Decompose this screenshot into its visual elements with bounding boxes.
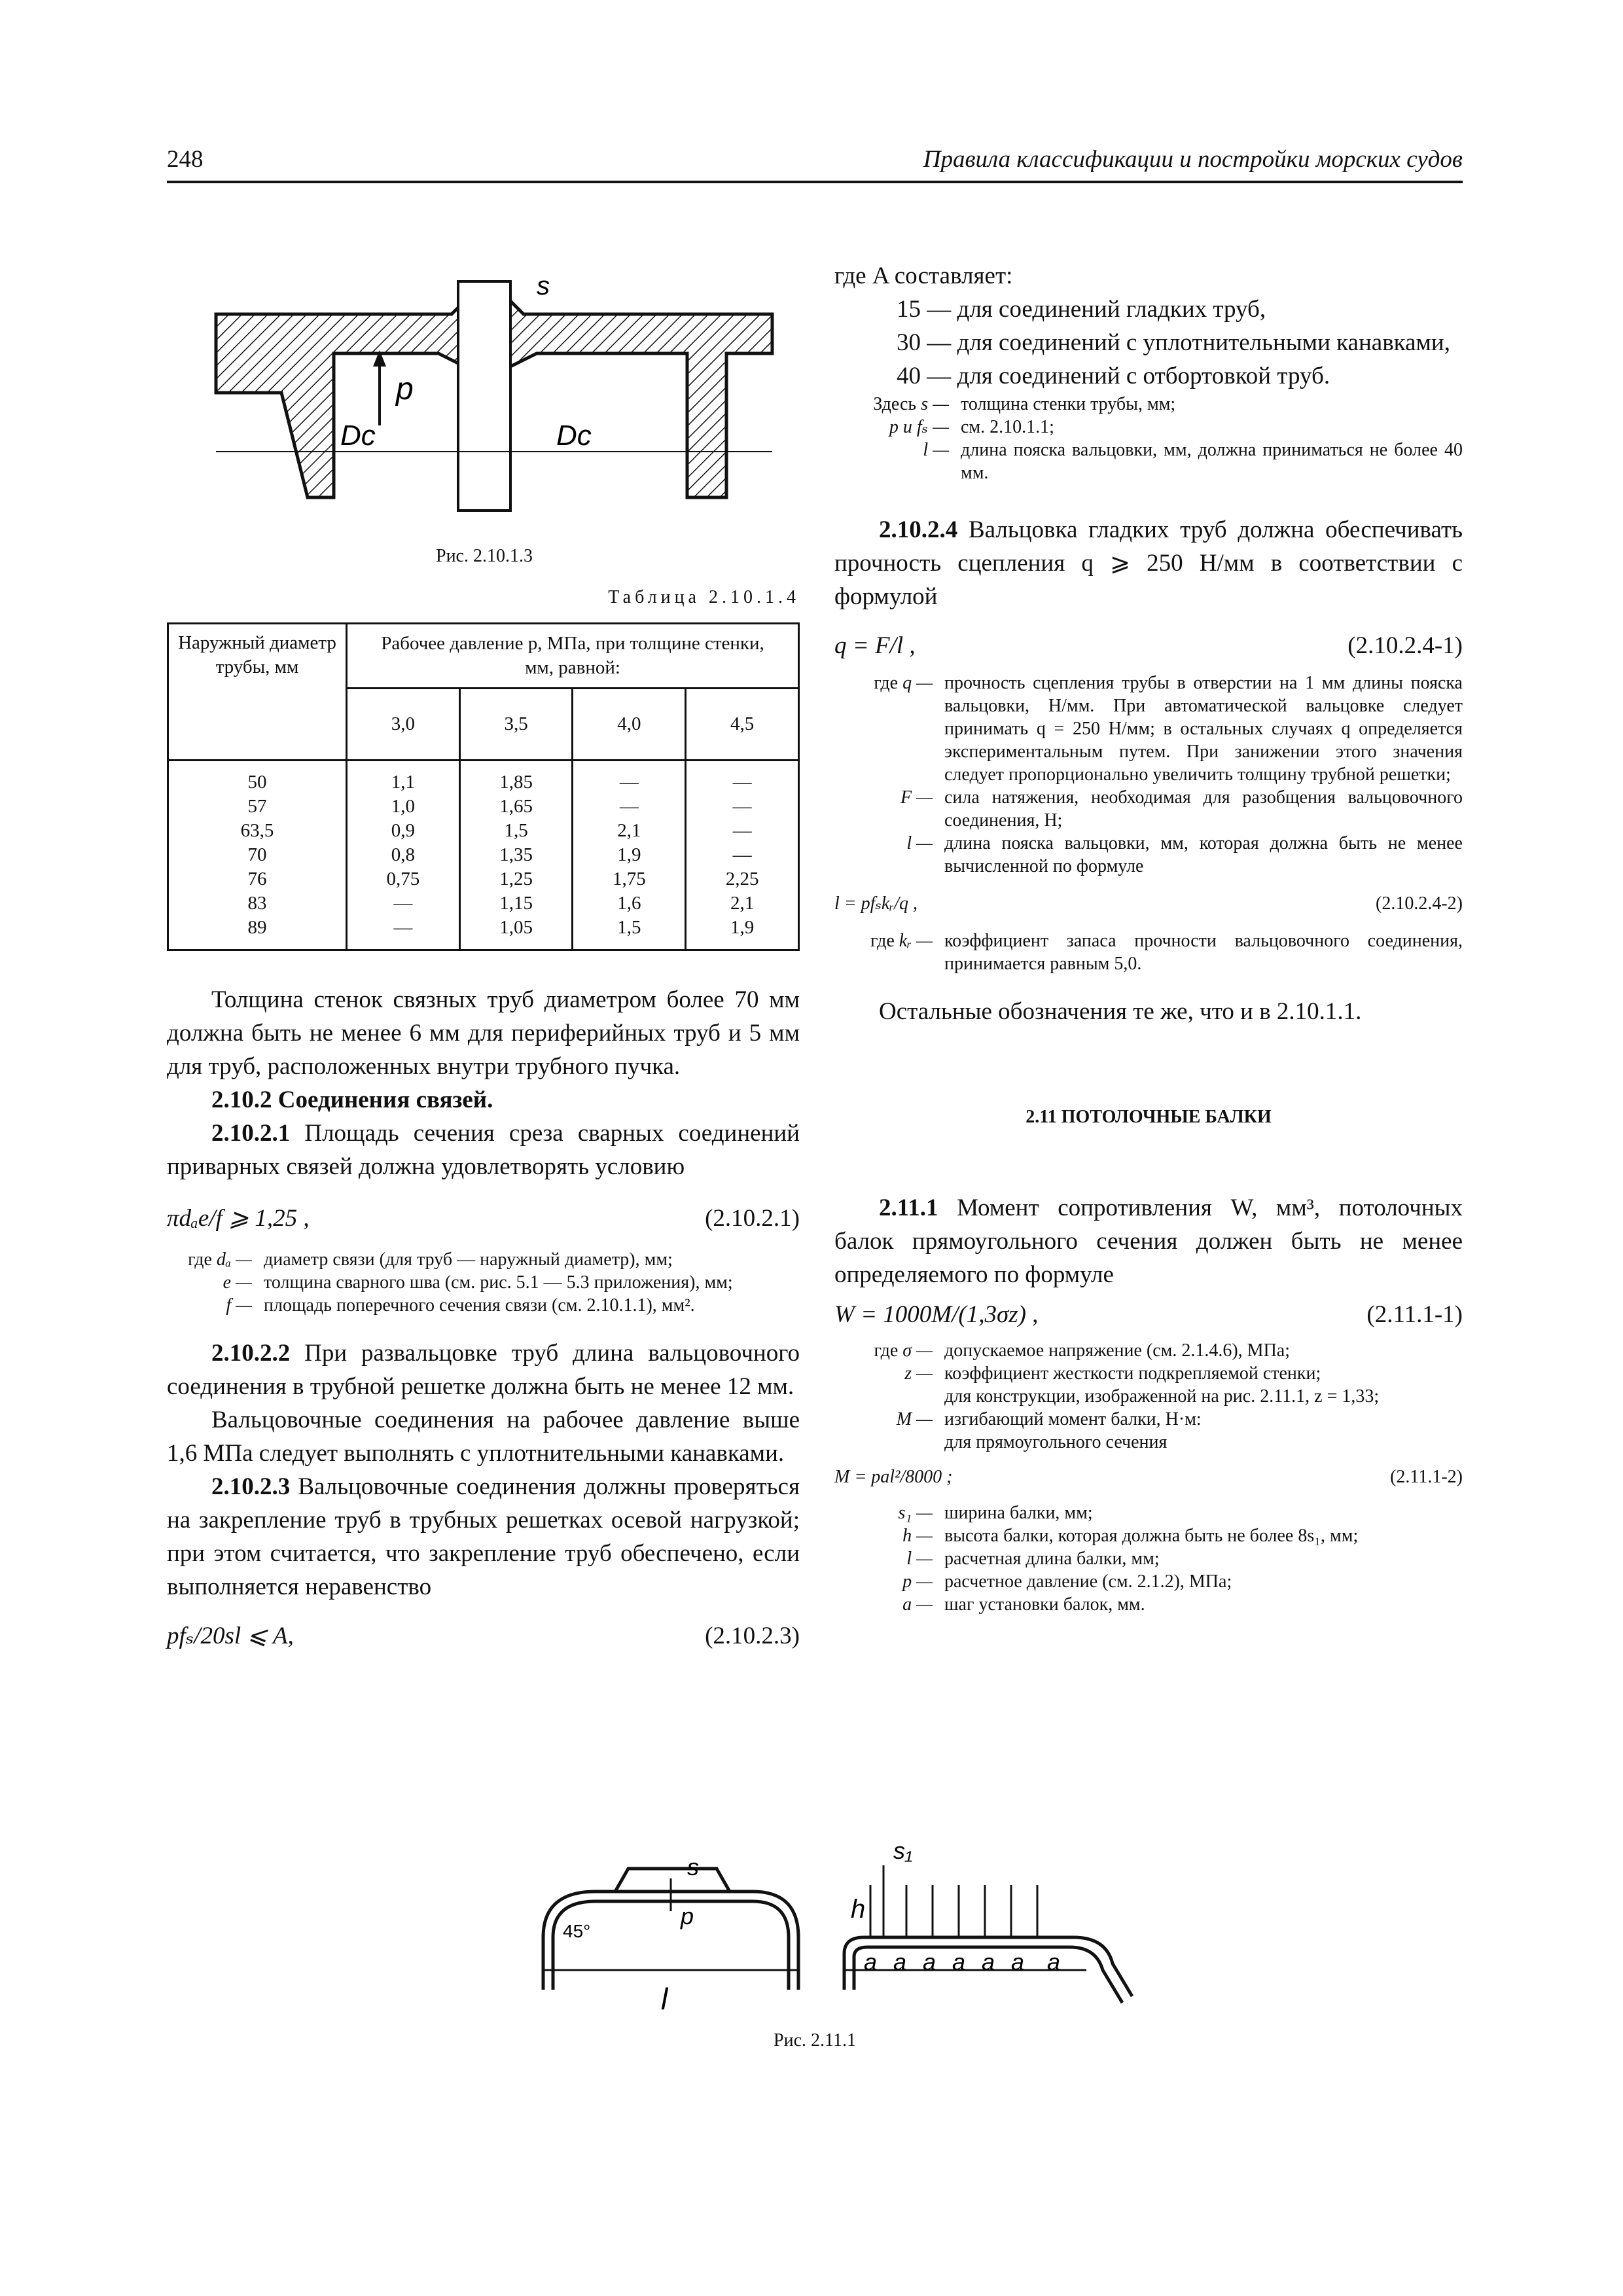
cell-pressure: 0,9 [347, 819, 460, 843]
clause-number: 2.10.2.4 [879, 516, 958, 543]
equation: πdₐe/f ⩾ 1,25 , [167, 1205, 310, 1232]
table-row [168, 795, 799, 819]
pressure-table [167, 622, 800, 951]
definition-symbol [834, 1362, 938, 1385]
where-a-label: где A составляет: [834, 262, 1013, 289]
definition-item [834, 929, 1463, 975]
definition-text: толщина стенки трубы, мм; [961, 394, 1176, 414]
definition-item [834, 1593, 1463, 1616]
definition-variable: z — [904, 1363, 933, 1384]
definition-lead: где [874, 673, 903, 693]
cell-diameter: 76 [168, 867, 347, 891]
definitions [167, 1248, 800, 1317]
clause-text: Вальцовка гладких труб должна обеспечивать прочность сцепления q ⩾ 250 Н/мм в соответствии с формулой [834, 516, 1463, 610]
label-dc-left: Dc [340, 420, 376, 452]
definition-symbol [167, 1248, 257, 1271]
cell-pressure: — [347, 891, 460, 916]
cell-pressure: 1,65 [459, 795, 573, 819]
label-s1: s₁ [893, 1839, 913, 1864]
definition-item [834, 1385, 1463, 1408]
cell-pressure: 2,25 [686, 867, 799, 891]
definition-item [167, 1271, 800, 1294]
equation: pfₛ/20sl ⩽ A, [167, 1623, 294, 1649]
label-l: l [661, 1982, 668, 2016]
cell-pressure: 1,15 [459, 891, 573, 916]
cell-pressure: 2,1 [686, 891, 799, 916]
definition-text: шаг установки балок, мм. [944, 1594, 1145, 1615]
definitions [834, 929, 1463, 975]
definition-symbol [834, 929, 938, 975]
clause-number: 2.11.1 [879, 1194, 938, 1221]
cell-pressure: — [347, 916, 460, 950]
definition-text: изгибающий момент балки, Н·м: [944, 1409, 1202, 1429]
definition-item [834, 1339, 1463, 1362]
table-row [168, 867, 799, 891]
definition-item [834, 1501, 1463, 1524]
label-s: s [537, 272, 550, 300]
label-s: s [687, 1854, 699, 1880]
definition-symbol [834, 416, 954, 439]
equation: M = pal²/8000 ; [834, 1467, 953, 1487]
cell-pressure: 1,75 [573, 867, 686, 891]
definition-symbol [834, 832, 938, 878]
equation-number: (2.11.1-1) [1366, 1301, 1463, 1328]
definitions [834, 393, 1463, 484]
definition-symbol [834, 1524, 938, 1547]
definition-symbol [834, 1385, 938, 1408]
cell-pressure: 1,05 [459, 916, 573, 950]
label-p: p [681, 1903, 694, 1929]
definition-text: для прямоугольного сечения [944, 1432, 1168, 1452]
definition-item [834, 1570, 1463, 1593]
cell-pressure: 1,35 [459, 843, 573, 867]
clause-number: 2.10.2.1 [211, 1120, 291, 1147]
paragraph-2-10-2-4 [834, 513, 1463, 613]
definition-symbol [834, 786, 938, 832]
definition-variable: kᵣ — [899, 931, 933, 951]
table-row [168, 843, 799, 867]
cell-pressure: 1,85 [459, 761, 573, 795]
cell-pressure: — [686, 819, 799, 843]
equation-number: (2.10.2.1) [705, 1205, 800, 1232]
definition-text: см. 2.10.1.1; [961, 417, 1054, 437]
definition-variable: F — [901, 787, 933, 808]
definition-item [834, 416, 1463, 439]
definition-variable: l — [906, 833, 933, 853]
definition-variable: dₐ — [216, 1249, 252, 1270]
definition-variable: h — [902, 1526, 933, 1546]
definition-text: коэффициент жесткости подкрепляемой стенки; [944, 1363, 1321, 1384]
clause-number: 2.10.2.3 [211, 1473, 291, 1500]
equation: W = 1000M/(1,3σz) , [834, 1301, 1039, 1328]
page-number: 248 [167, 146, 204, 173]
cell-pressure: 1,9 [686, 916, 799, 950]
definition-item [834, 1547, 1463, 1570]
paragraph-2-10-2-2 [167, 1336, 800, 1403]
definition-text: площадь поперечного сечения связи (см. 2.10.1.1), мм². [264, 1295, 695, 1316]
definition-item [834, 786, 1463, 832]
cell-pressure: 0,8 [347, 843, 460, 867]
definition-text: допускаемое напряжение (см. 2.1.4.6), МПа; [944, 1340, 1291, 1361]
equation-number: (2.10.2.3) [705, 1623, 800, 1649]
definition-symbol [834, 439, 954, 484]
running-title: Правила классификации и постройки морских судов [923, 146, 1463, 173]
equation-number: (2.10.2.4-1) [1347, 632, 1463, 659]
label-a: a [982, 1948, 995, 1975]
definition-text: толщина сварного шва (см. рис. 5.1 — 5.3 приложения), мм; [264, 1272, 733, 1293]
label-a: a [923, 1948, 936, 1975]
cell-pressure: — [686, 761, 799, 795]
label-angle: 45° [563, 1921, 591, 1941]
definition-lead: где [188, 1249, 217, 1270]
header-diameter: Наружный диаметр трубы, мм [168, 624, 347, 761]
definition-variable: l — [906, 1549, 933, 1569]
definition-variable: q — [902, 673, 933, 693]
table-row [168, 819, 799, 843]
header-thickness: 4,5 [686, 689, 799, 761]
definition-text: длина пояска вальцовки, мм, должна приниматься не более 40 мм. [961, 440, 1463, 483]
clause-number: 2.10.2.2 [211, 1340, 291, 1367]
definition-item [834, 672, 1463, 786]
equation-2-11-1-1 [834, 1298, 1463, 1331]
header-thickness: 3,5 [459, 689, 573, 761]
header-pressure: Рабочее давление p, МПа, при толщине стенки, мм, равной: [347, 624, 799, 689]
paragraph-rolled-joints: Вальцовочные соединения на рабочее давление выше 1,6 МПа следует выполнять с уплотнительными канавками. [167, 1407, 800, 1467]
definition-text: высота балки, которая должна быть не более 8s₁, мм; [944, 1526, 1359, 1546]
definitions [834, 672, 1463, 878]
definition-item [834, 393, 1463, 416]
definition-variable: M — [896, 1409, 933, 1429]
definition-symbol [167, 1271, 257, 1294]
definition-item [167, 1294, 800, 1317]
definition-symbol [167, 1294, 257, 1317]
label-h: h [851, 1895, 866, 1924]
cell-pressure: — [573, 761, 686, 795]
a-values [834, 293, 1463, 393]
definition-item [834, 1431, 1463, 1454]
label-a: a [864, 1948, 878, 1975]
equation-number: (2.10.2.4-2) [1376, 893, 1463, 914]
figure-tube-plate-drawing [209, 268, 785, 517]
definition-symbol [834, 1593, 938, 1616]
cell-diameter: 63,5 [168, 819, 347, 843]
cell-pressure: 1,5 [573, 916, 686, 950]
definition-variable: f — [226, 1295, 252, 1316]
definition-lead: где [870, 931, 899, 951]
cell-pressure: 1,9 [573, 843, 686, 867]
table-caption: Таблица 2.10.1.4 [608, 587, 800, 607]
definition-variable: s — [921, 394, 949, 414]
definition-text: для конструкции, изображенной на рис. 2.11.1, z = 1,33; [944, 1386, 1380, 1407]
equation-2-10-2-4-1 [834, 629, 1463, 662]
definition-text: прочность сцепления трубы в отверстии на 1 мм длины пояска вальцовки, Н/мм. При автоматической вальцовке следует принимать q = 250 Н/мм; в остальных случаях q определяется экспериментальным путем. При занижении этого значения следует пропорционально увеличить толщину трубной решетки; [944, 673, 1463, 785]
table-row [168, 891, 799, 916]
right-column [834, 259, 1463, 1616]
definition-lead: Здесь [873, 394, 921, 414]
cell-diameter: 70 [168, 843, 347, 867]
equation: q = F/l , [834, 632, 916, 659]
definition-item [834, 1524, 1463, 1547]
header-rule [167, 181, 1463, 183]
definition-item [834, 439, 1463, 484]
paragraph-2-10-2-1 [167, 1117, 800, 1183]
definition-text: сила натяжения, необходимая для разобщения вальцовочного соединения, Н; [944, 787, 1463, 831]
definitions [834, 1501, 1463, 1616]
definition-symbol [834, 1431, 938, 1454]
label-a: a [952, 1948, 966, 1975]
definition-text: коэффициент запаса прочности вальцовочного соединения, принимается равным 5,0. [944, 931, 1463, 974]
cell-pressure: 1,5 [459, 819, 573, 843]
definition-lead: где [874, 1340, 903, 1361]
definition-variable: s₁ — [898, 1503, 933, 1523]
definition-item [834, 1408, 1463, 1431]
definition-variable: e — [223, 1272, 252, 1293]
cell-pressure: 2,1 [573, 819, 686, 843]
definition-text: расчетная длина балки, мм; [944, 1549, 1160, 1569]
label-a: a [1047, 1948, 1061, 1975]
definition-text: ширина балки, мм; [944, 1503, 1093, 1523]
definition-variable: a — [902, 1594, 933, 1615]
definitions [834, 1339, 1463, 1454]
paragraph-2-11-1 [834, 1191, 1463, 1291]
left-column [167, 983, 800, 1653]
clause-text: Вальцовочные соединения должны проверяться на закрепление труб в трубных решетках осевой нагрузкой; при этом считается, что закрепление труб обеспечено, если выполняется неравенство [167, 1473, 800, 1600]
cell-diameter: 57 [168, 795, 347, 819]
paragraph-wall-thickness: Толщина стенок связных труб диаметром более 70 мм должна быть не менее 6 мм для периферийных труб и 5 мм для труб, расположенных внутри трубного пучка. [167, 986, 800, 1080]
definition-item [834, 832, 1463, 878]
clause-text: Площадь сечения среза сварных соединений приварных связей должна удовлетворять условию [167, 1120, 800, 1180]
definition-symbol [834, 1547, 938, 1570]
definition-symbol [834, 1570, 938, 1593]
cell-diameter: 83 [168, 891, 347, 916]
cell-pressure: — [686, 843, 799, 867]
cell-pressure: 1,6 [573, 891, 686, 916]
equation: l = pfₛkᵣ/q , [834, 893, 918, 914]
label-p: p [396, 372, 414, 406]
cell-diameter: 89 [168, 916, 347, 950]
cell-pressure: 1,1 [347, 761, 460, 795]
cell-pressure: 1,25 [459, 867, 573, 891]
figure-ceiling-beams-drawing [530, 1839, 1145, 2022]
definition-symbol [834, 1339, 938, 1362]
definition-symbol [834, 1408, 938, 1431]
header-thickness: 3,0 [347, 689, 460, 761]
definition-text: диаметр связи (для труб — наружный диаметр), мм; [264, 1249, 673, 1270]
table-row [168, 761, 799, 795]
a-value-item: 30 — для соединений с уплотнительными канавками, [897, 329, 1450, 356]
table-row [168, 916, 799, 950]
section-heading-2-10-2: 2.10.2 Соединения связей. [211, 1086, 493, 1113]
a-value-item: 40 — для соединений с отбортовкой труб. [897, 363, 1330, 389]
equation-2-10-2-1 [167, 1202, 800, 1235]
cell-pressure: 1,0 [347, 795, 460, 819]
a-value-item: 15 — для соединений гладких труб, [897, 296, 1266, 323]
definition-symbol [834, 393, 954, 416]
definition-text: расчетное давление (см. 2.1.2), МПа; [944, 1571, 1232, 1592]
paragraph-other-notation: Остальные обозначения те же, что и в 2.10.1.1. [879, 998, 1362, 1025]
cell-diameter: 50 [168, 761, 347, 795]
cell-pressure: — [573, 795, 686, 819]
definition-variable: l — [923, 440, 949, 460]
equation-number: (2.11.1-2) [1390, 1467, 1463, 1487]
section-heading-2-11: 2.11 ПОТОЛОЧНЫЕ БАЛКИ [1026, 1107, 1272, 1127]
definition-item [834, 1362, 1463, 1385]
equation-2-10-2-4-2 [834, 892, 1463, 915]
figure-caption: Рис. 2.11.1 [774, 2030, 856, 2051]
definition-symbol [834, 1501, 938, 1524]
clause-text: Момент сопротивления W, мм³, потолочных балок прямоугольного сечения должен быть не менее определяемого по формуле [834, 1194, 1463, 1288]
label-a: a [1011, 1948, 1025, 1975]
cell-pressure: — [686, 795, 799, 819]
paragraph-2-10-2-3 [167, 1470, 800, 1604]
definition-item [167, 1248, 800, 1271]
label-a: a [893, 1948, 907, 1975]
definition-variable: p и fₛ — [889, 417, 949, 437]
equation-2-10-2-3 [167, 1619, 800, 1653]
definition-variable: σ — [902, 1340, 933, 1361]
header-thickness: 4,0 [573, 689, 686, 761]
equation-2-11-1-2 [834, 1465, 1463, 1488]
definition-symbol [834, 672, 938, 786]
label-dc-right: Dc [556, 420, 592, 452]
clause-text: При развальцовке труб длина вальцовочного соединения в трубной решетке должна быть не менее 12 мм. [167, 1340, 800, 1400]
definition-variable: p — [902, 1571, 933, 1592]
figure-caption: Рис. 2.10.1.3 [436, 546, 533, 566]
cell-pressure: 0,75 [347, 867, 460, 891]
definition-text: длина пояска вальцовки, мм, которая должна быть не менее вычисленной по формуле [944, 833, 1463, 876]
